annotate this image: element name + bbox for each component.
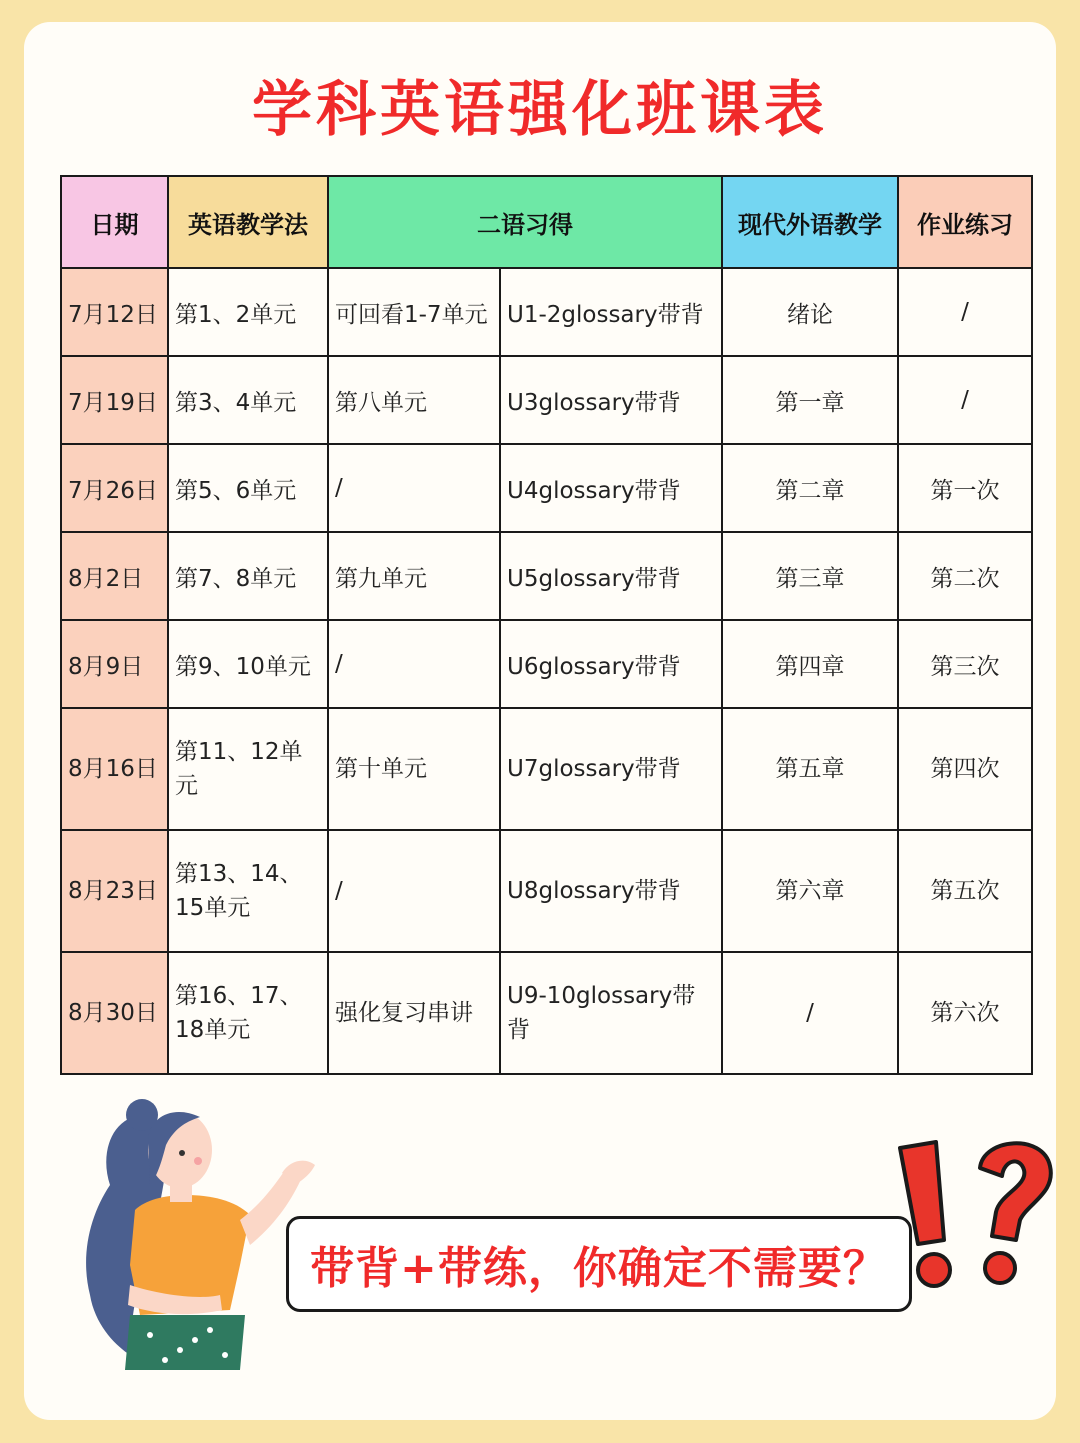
header-sla: 二语习得	[328, 176, 722, 268]
exclamation-question-icon	[888, 1128, 1058, 1298]
cell-homework: 第三次	[898, 620, 1032, 708]
table-row	[61, 268, 1032, 356]
cell-homework: 第五次	[898, 830, 1032, 952]
cell-method: 第9、10单元	[168, 620, 328, 708]
cell-sla-a: /	[328, 620, 500, 708]
header-row	[61, 176, 1032, 268]
cell-date: 7月12日	[61, 268, 168, 356]
cell-date: 8月16日	[61, 708, 168, 830]
cell-method: 第13、14、15单元	[168, 830, 328, 952]
cell-sla-b: U7glossary带背	[500, 708, 722, 830]
cell-sla-a: /	[328, 444, 500, 532]
cell-date: 7月19日	[61, 356, 168, 444]
header-date: 日期	[61, 176, 168, 268]
header-modern: 现代外语教学	[722, 176, 898, 268]
cell-date: 8月9日	[61, 620, 168, 708]
cell-sla-b: U8glossary带背	[500, 830, 722, 952]
cell-method: 第3、4单元	[168, 356, 328, 444]
cell-date: 7月26日	[61, 444, 168, 532]
cell-method: 第1、2单元	[168, 268, 328, 356]
page-title: 学科英语强化班课表	[252, 75, 828, 145]
cell-modern: 第六章	[722, 830, 898, 952]
header-homework: 作业练习	[898, 176, 1032, 268]
cell-sla-a: 可回看1-7单元	[328, 268, 500, 356]
cell-sla-b: U9-10glossary带背	[500, 952, 722, 1074]
cell-sla-a: /	[328, 830, 500, 952]
cell-homework: 第四次	[898, 708, 1032, 830]
cell-modern: 第二章	[722, 444, 898, 532]
table-row	[61, 532, 1032, 620]
cell-date: 8月23日	[61, 830, 168, 952]
cell-modern: 绪论	[722, 268, 898, 356]
cell-sla-a: 强化复习串讲	[328, 952, 500, 1074]
cell-homework: 第二次	[898, 532, 1032, 620]
cell-sla-a: 第十单元	[328, 708, 500, 830]
cell-sla-b: U5glossary带背	[500, 532, 722, 620]
cell-sla-b: U3glossary带背	[500, 356, 722, 444]
header-method: 英语教学法	[168, 176, 328, 268]
cell-method: 第16、17、18单元	[168, 952, 328, 1074]
cell-sla-b: U1-2glossary带背	[500, 268, 722, 356]
schedule-table	[60, 175, 1033, 1075]
callout-box	[286, 1216, 912, 1312]
cell-homework: /	[898, 268, 1032, 356]
cell-homework: /	[898, 356, 1032, 444]
cell-modern: 第三章	[722, 532, 898, 620]
cell-modern: 第四章	[722, 620, 898, 708]
cell-method: 第11、12单元	[168, 708, 328, 830]
table-row	[61, 708, 1032, 830]
cell-sla-a: 第九单元	[328, 532, 500, 620]
cell-modern: 第一章	[722, 356, 898, 444]
table-row	[61, 952, 1032, 1074]
cell-sla-b: U4glossary带背	[500, 444, 722, 532]
cell-date: 8月2日	[61, 532, 168, 620]
table-row	[61, 620, 1032, 708]
table-row	[61, 830, 1032, 952]
cell-homework: 第一次	[898, 444, 1032, 532]
cell-modern: /	[722, 952, 898, 1074]
cell-sla-a: 第八单元	[328, 356, 500, 444]
cell-modern: 第五章	[722, 708, 898, 830]
cell-date: 8月30日	[61, 952, 168, 1074]
cell-homework: 第六次	[898, 952, 1032, 1074]
cell-method: 第5、6单元	[168, 444, 328, 532]
cell-sla-b: U6glossary带背	[500, 620, 722, 708]
cell-method: 第7、8单元	[168, 532, 328, 620]
table-row	[61, 356, 1032, 444]
table-row	[61, 444, 1032, 532]
callout-text: 带背+带练，你确定不需要？	[310, 1243, 888, 1294]
